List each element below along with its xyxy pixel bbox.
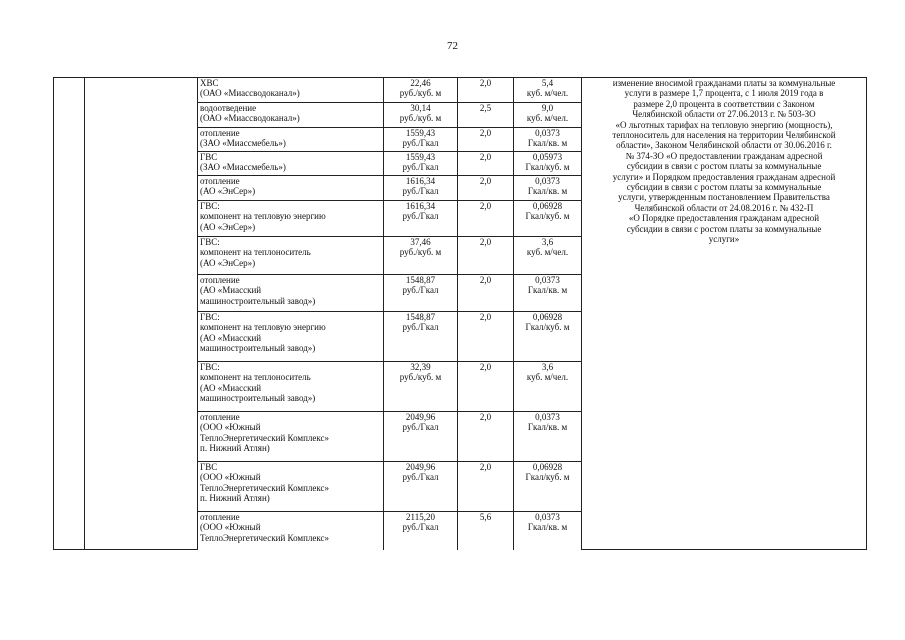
note-line: № 374-ЗО «О предоставлении гражданам адресной [625, 150, 823, 161]
norm-cell [514, 103, 582, 128]
increase-percent-cell: 2,0 [458, 201, 514, 237]
price-cell [384, 512, 458, 550]
price-unit: руб./Гкал [402, 422, 439, 433]
price-cell [384, 78, 458, 103]
note-line: Челябинской области от 24.08.2016 г. № 432-П [634, 202, 814, 213]
norm-value: 3,6 [541, 362, 554, 372]
price-unit: руб./Гкал [402, 522, 439, 533]
norm-cell [514, 78, 582, 103]
price-value: 1559,43 [405, 152, 436, 162]
empty-column-1 [54, 78, 85, 550]
service-line: ГВС: [200, 312, 220, 322]
price-unit: руб./Гкал [402, 162, 439, 173]
service-line: ТеплоЭнергетический Комплекс» [200, 432, 330, 443]
increase-percent-cell: 2,0 [458, 78, 514, 103]
increase-percent-cell: 2,0 [458, 462, 514, 512]
note-line: «О Порядке предоставления гражданам адресной [628, 213, 820, 224]
norm-unit: куб. м/чел. [526, 372, 569, 383]
note-line: субсидии в связи с ростом платы за коммунальные [626, 182, 822, 193]
table-row [54, 78, 867, 103]
norm-cell [514, 201, 582, 237]
service-line: (ЗАО «Миассмебель») [200, 138, 286, 149]
price-cell [384, 275, 458, 312]
price-value: 32,39 [410, 362, 431, 372]
norm-value: 0,06928 [532, 462, 563, 472]
service-line: (ОАО «Миассводоканал») [200, 88, 300, 99]
norm-value: 0,0373 [535, 512, 560, 522]
service-line: (АО «ЭнСер») [200, 257, 256, 268]
service-cell [198, 152, 384, 176]
service-cell [198, 362, 384, 412]
service-line: компонент на теплоноситель [200, 247, 311, 258]
service-line: ГВС [200, 152, 218, 162]
norm-cell [514, 275, 582, 312]
price-unit: руб./Гкал [402, 211, 439, 222]
price-cell [384, 362, 458, 412]
service-line: п. Нижний Атлян) [200, 443, 270, 454]
price-value: 2049,96 [405, 462, 436, 472]
service-cell [198, 312, 384, 362]
norm-cell [514, 128, 582, 152]
note-line: «О льготных тарифах на тепловую энергию (мощность), [615, 119, 833, 130]
service-line: (АО «Миасский [200, 285, 262, 296]
norm-value: 0,0373 [535, 176, 560, 186]
note-line: услуги» [708, 234, 740, 245]
norm-value: 3,6 [541, 237, 554, 247]
service-line: ТеплоЭнергетический Комплекс» [200, 532, 330, 543]
norm-unit: Гкал/куб. м [525, 211, 570, 222]
legal-basis-note [582, 78, 867, 550]
price-cell [384, 176, 458, 201]
price-cell [384, 103, 458, 128]
note-line: размере 2,0 процента в соответствии с Законом [633, 98, 815, 109]
note-line: Челябинской области от 27.06.2013 г. № 503-ЗО [632, 109, 816, 120]
norm-cell [514, 152, 582, 176]
norm-cell [514, 462, 582, 512]
norm-unit: Гкал/кв. м [527, 285, 568, 296]
service-cell [198, 412, 384, 462]
note-line: услуги в размере 1,7 процента, с 1 июля 2019 года в [624, 88, 824, 99]
service-line: ХВС [200, 78, 219, 88]
service-cell [198, 275, 384, 312]
norm-unit: Гкал/кв. м [527, 186, 568, 197]
service-line: машиностроительный завод») [200, 295, 316, 306]
increase-percent-cell: 5,6 [458, 512, 514, 550]
service-cell [198, 78, 384, 103]
norm-unit: Гкал/куб. м [525, 322, 570, 333]
norm-value: 0,06928 [532, 201, 563, 211]
service-line: (АО «Миасский [200, 332, 262, 343]
price-unit: руб./Гкал [402, 472, 439, 483]
norm-value: 5,4 [541, 78, 554, 88]
service-line: (ООО «Южный [200, 472, 261, 483]
price-value: 22,46 [410, 78, 431, 88]
price-unit: руб./Гкал [402, 138, 439, 149]
price-unit: руб./Гкал [402, 322, 439, 333]
service-line: ГВС [200, 462, 218, 472]
norm-unit: куб. м/чел. [526, 247, 569, 258]
norm-value: 0,0373 [535, 412, 560, 422]
service-line: отопление [200, 512, 240, 522]
price-unit: руб./куб. м [399, 113, 442, 124]
empty-column-2 [85, 78, 198, 550]
price-unit: руб./куб. м [399, 88, 442, 99]
service-line: (АО «Миасский [200, 382, 262, 393]
increase-percent-cell: 2,0 [458, 362, 514, 412]
increase-percent-cell: 2,5 [458, 103, 514, 128]
service-line: ТеплоЭнергетический Комплекс» [200, 482, 330, 493]
service-line: отопление [200, 412, 240, 422]
price-unit: руб./куб. м [399, 372, 442, 383]
norm-unit: Гкал/кв. м [527, 522, 568, 533]
note-line: услуги, утвержденным постановлением Правительства [618, 192, 830, 203]
price-cell [384, 152, 458, 176]
price-value: 37,46 [410, 237, 431, 247]
norm-cell [514, 312, 582, 362]
price-value: 1616,34 [405, 201, 436, 211]
price-cell [384, 237, 458, 275]
norm-value: 0,0373 [535, 128, 560, 138]
increase-percent-cell: 2,0 [458, 176, 514, 201]
price-value: 2049,96 [405, 412, 436, 422]
increase-percent-cell: 2,0 [458, 312, 514, 362]
service-line: отопление [200, 275, 240, 285]
service-line: отопление [200, 128, 240, 138]
service-line: (АО «ЭнСер») [200, 186, 256, 197]
service-line: п. Нижний Атлян) [200, 493, 270, 504]
norm-unit: Гкал/кв. м [527, 138, 568, 149]
service-line: машиностроительный завод») [200, 343, 316, 354]
document-sheet [53, 77, 866, 553]
note-line: изменение вносимой гражданами платы за коммунальные [612, 78, 836, 88]
service-cell [198, 176, 384, 201]
service-cell [198, 103, 384, 128]
norm-cell [514, 412, 582, 462]
service-line: отопление [200, 176, 240, 186]
service-line: компонент на тепловую энергию [200, 211, 326, 222]
service-line: (ООО «Южный [200, 522, 261, 533]
price-value: 30,14 [410, 103, 431, 113]
service-line: (ОАО «Миассводоканал») [200, 113, 300, 124]
norm-unit: Гкал/кв. м [527, 422, 568, 433]
price-cell [384, 128, 458, 152]
price-value: 1559,43 [405, 128, 436, 138]
service-cell [198, 512, 384, 550]
price-unit: руб./Гкал [402, 285, 439, 296]
service-cell [198, 201, 384, 237]
service-cell [198, 237, 384, 275]
norm-cell [514, 512, 582, 550]
price-unit: руб./куб. м [399, 247, 442, 258]
note-line: услуги» и Порядком предоставления гражданам адресной [612, 171, 836, 182]
norm-unit: Гкал/куб. м [525, 472, 570, 483]
norm-cell [514, 362, 582, 412]
price-cell [384, 201, 458, 237]
norm-unit: куб. м/чел. [526, 113, 569, 124]
service-line: машиностроительный завод») [200, 393, 316, 404]
note-line: субсидии в связи с ростом платы за коммунальные [626, 223, 822, 234]
price-value: 1548,87 [405, 275, 436, 285]
price-value: 1616,34 [405, 176, 436, 186]
price-cell [384, 412, 458, 462]
note-line: субсидии в связи с ростом платы за коммунальные [626, 161, 822, 172]
service-cell [198, 462, 384, 512]
note-line: теплоноситель для населения на территории Челябинской [612, 130, 836, 141]
service-line: водоотведение [200, 103, 257, 113]
tariff-table [53, 77, 867, 550]
service-line: компонент на тепловую энергию [200, 322, 326, 333]
price-unit: руб./Гкал [402, 186, 439, 197]
norm-value: 0,05973 [532, 152, 563, 162]
norm-value: 0,06928 [532, 312, 563, 322]
increase-percent-cell: 2,0 [458, 237, 514, 275]
price-cell [384, 462, 458, 512]
service-line: компонент на теплоноситель [200, 372, 311, 383]
price-cell [384, 312, 458, 362]
service-cell [198, 128, 384, 152]
increase-percent-cell: 2,0 [458, 275, 514, 312]
note-line: области», Законом Челябинской области от 30.06.2016 г. [616, 140, 832, 151]
service-line: (АО «ЭнСер») [200, 221, 256, 232]
service-line: ГВС: [200, 201, 220, 211]
increase-percent-cell: 2,0 [458, 128, 514, 152]
norm-cell [514, 237, 582, 275]
service-line: (ООО «Южный [200, 422, 261, 433]
increase-percent-cell: 2,0 [458, 152, 514, 176]
norm-value: 0,0373 [535, 275, 560, 285]
service-line: ГВС: [200, 237, 220, 247]
norm-value: 9,0 [541, 103, 554, 113]
norm-unit: куб. м/чел. [526, 88, 569, 99]
norm-cell [514, 176, 582, 201]
price-value: 1548,87 [405, 312, 436, 322]
price-value: 2115,20 [406, 512, 435, 522]
page-number: 72 [447, 40, 458, 52]
service-line: ГВС: [200, 362, 220, 372]
increase-percent-cell: 2,0 [458, 412, 514, 462]
service-line: (ЗАО «Миассмебель») [200, 162, 286, 173]
norm-unit: Гкал/куб. м [525, 162, 570, 173]
